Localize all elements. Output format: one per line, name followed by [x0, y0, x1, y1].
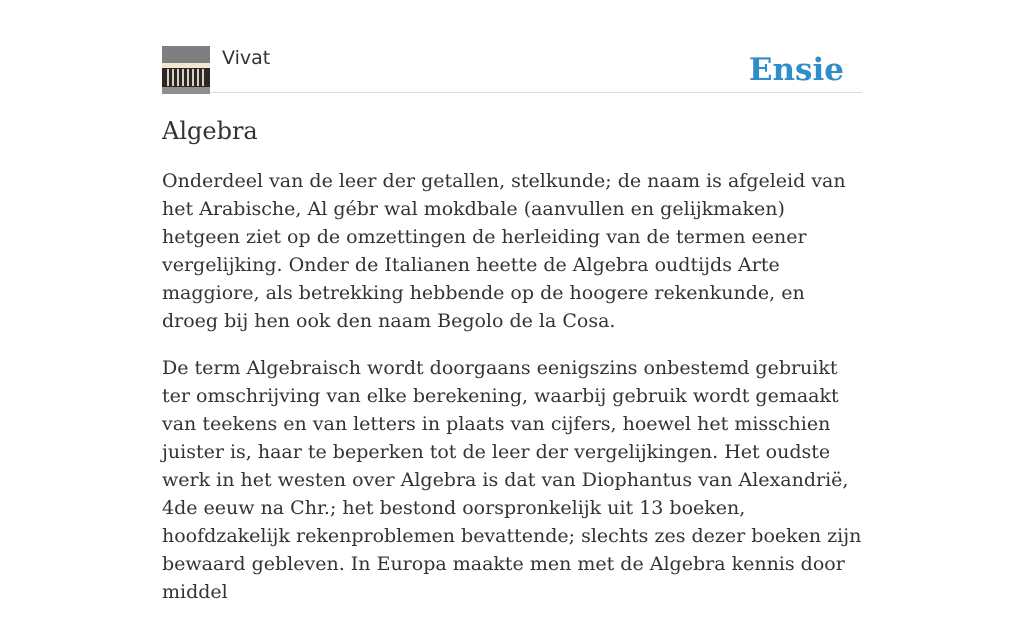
avatar[interactable]	[162, 46, 210, 94]
avatar-image	[162, 46, 210, 94]
author-name[interactable]: Vivat	[222, 47, 271, 69]
paragraph-2: De term Algebraisch wordt doorgaans eenigszins onbestemd gebruikt ter omschrijving van elke berekening, waarbij gebruik wordt gemaakt van teekens en van letters in plaats van cijfers, hoewel het misschien juister is, haar te beperken tot de leer der vergelijkingen. Het oudste werk in het westen over Algebra is dat van Diophantus van Alexandrië, 4de eeuw na Chr.; het bestond oorspronkelijk uit 13 boeken, hoofdzakelijk rekenproblemen bevattende; slechts zes dezer boeken zijn bewaard gebleven. In Europa maakte men met de Algebra kennis door middel	[162, 357, 862, 603]
article-body	[162, 167, 862, 625]
page-title: Algebra	[162, 117, 258, 145]
site-logo[interactable]: Ensie	[748, 52, 844, 88]
paragraph-1: Onderdeel van de leer der getallen, stelkunde; de naam is afgeleid van het Arabische, Al gébr wal mokdbale (aanvullen en gelijkmaken) hetgeen ziet op de omzettingen de herleiding van de termen eener vergelijking. Onder de Italianen heette de Algebra oudtijds Arte maggiore, als betrekking hebbende op de hoogere rekenkunde, en droeg bij hen ook den naam Begolo de la Cosa.	[162, 170, 846, 332]
header	[162, 46, 862, 93]
